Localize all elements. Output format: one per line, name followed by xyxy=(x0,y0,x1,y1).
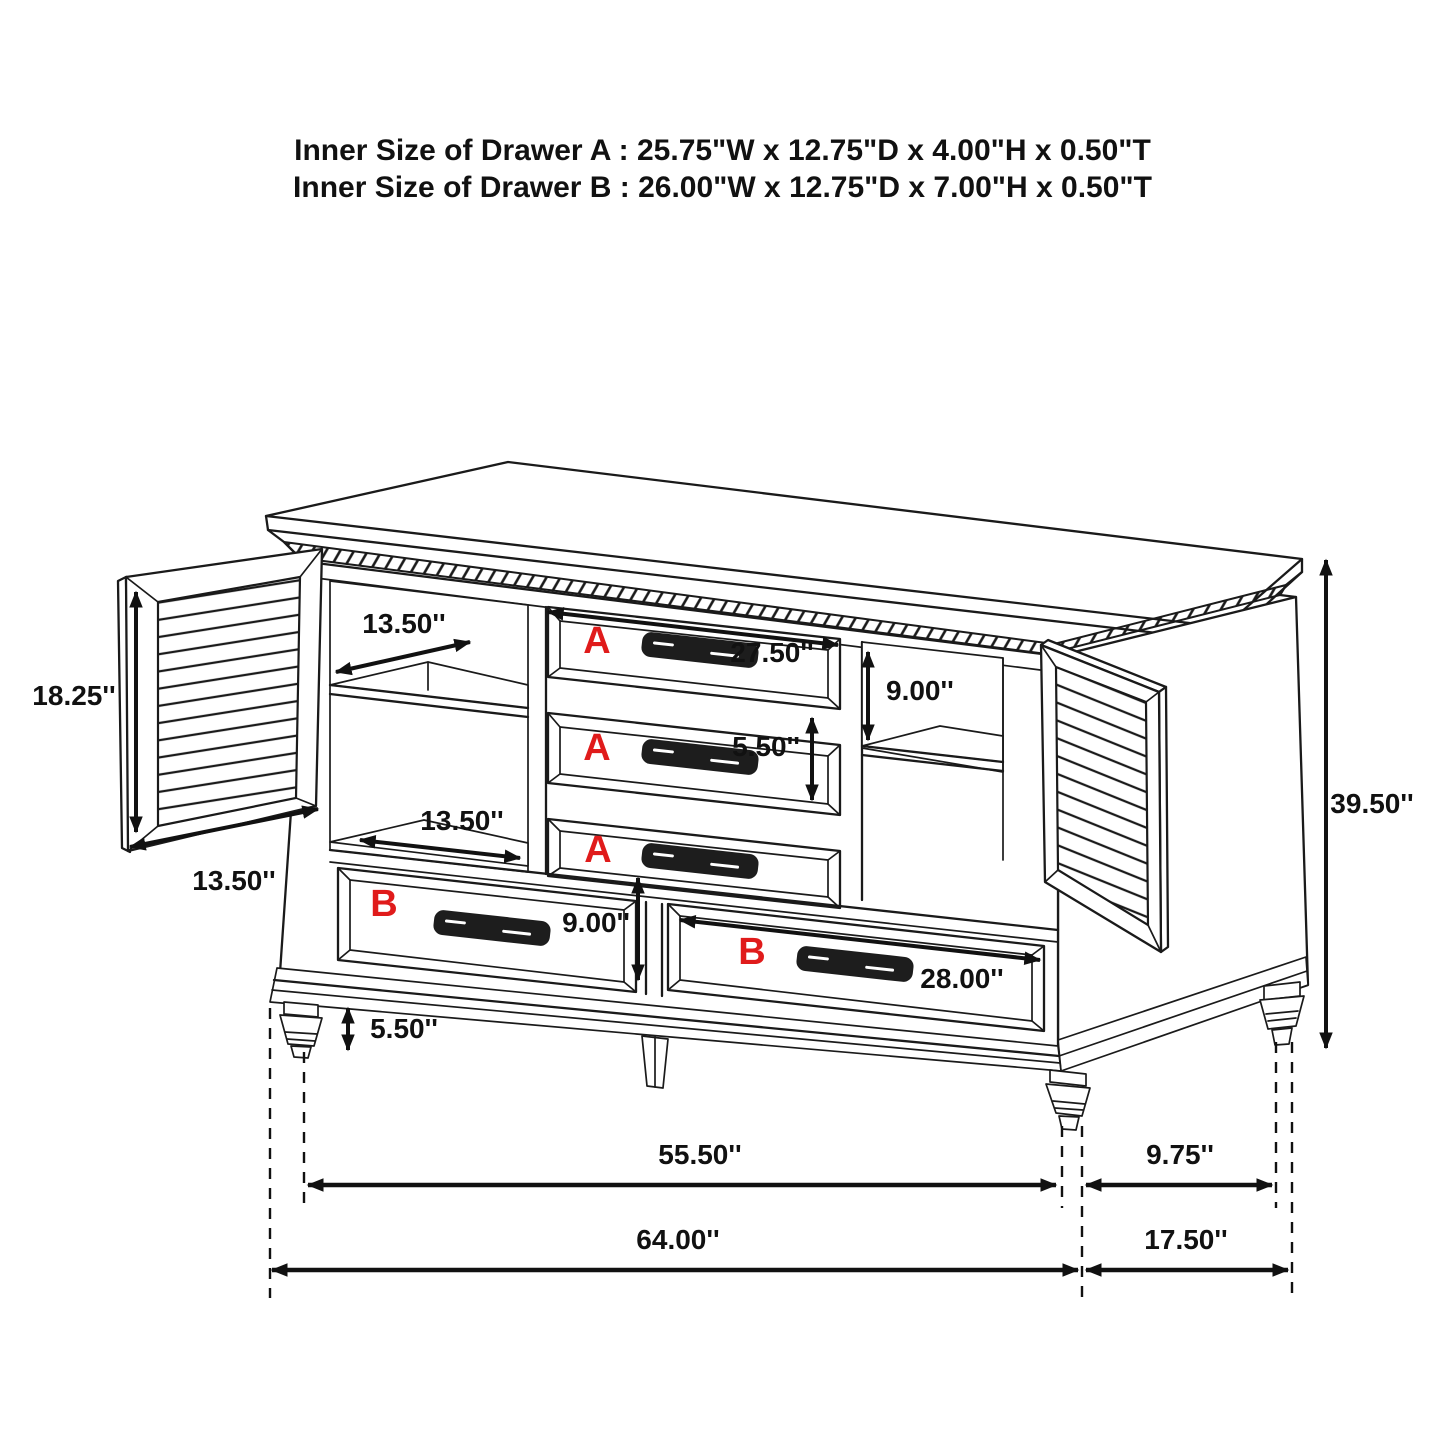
shelf-depth-top-value: 13.50'' xyxy=(362,608,446,639)
dimension-side-depth-between-legs xyxy=(1086,1139,1272,1185)
dimension-total-side-depth xyxy=(1086,1224,1288,1270)
drawer-b-size-line: Inner Size of Drawer B : 26.00"W x 12.75"D x 7.00"H x 0.50"T xyxy=(293,171,1152,204)
total-height-value: 39.50'' xyxy=(1330,788,1414,819)
side-depth-between-legs-value: 9.75'' xyxy=(1146,1139,1214,1170)
front-middle-leg xyxy=(642,1036,668,1088)
construction-lines xyxy=(270,1008,1292,1298)
drawer-a3-label: A xyxy=(584,829,612,871)
lower-opening-width-value: 13.50'' xyxy=(420,805,504,836)
dimension-width-between-legs xyxy=(308,1139,1056,1185)
drawer-b-right-label: B xyxy=(738,931,766,973)
total-side-depth-value: 17.50'' xyxy=(1144,1224,1228,1255)
total-width-value: 64.00'' xyxy=(636,1224,720,1255)
cabinet xyxy=(118,462,1308,1130)
door-width-value: 13.50'' xyxy=(192,865,276,896)
right-opening-height-value: 9.00'' xyxy=(886,675,954,706)
width-between-legs-value: 55.50'' xyxy=(658,1139,742,1170)
front-right-leg xyxy=(1046,1070,1090,1130)
dimension-leg-height xyxy=(348,1008,438,1050)
drawer-a-size-line: Inner Size of Drawer A : 25.75"W x 12.75"D x 4.00"H x 0.50"T xyxy=(294,134,1151,167)
drawer-a-width-value: 27.50'' xyxy=(730,637,814,668)
dimension-total-width xyxy=(272,1224,1078,1270)
left-door xyxy=(118,549,322,852)
door-height-value: 18.25'' xyxy=(32,680,116,711)
dimension-total-height xyxy=(1326,560,1414,1048)
drawer-a2-label: A xyxy=(583,727,611,769)
back-right-leg xyxy=(1260,982,1304,1045)
front-left-leg xyxy=(280,1002,322,1058)
drawer-b-width-value: 28.00'' xyxy=(920,963,1004,994)
leg-height-value: 5.50'' xyxy=(370,1013,438,1044)
drawer-b-height-value: 9.00'' xyxy=(562,907,630,938)
drawer-a1-label: A xyxy=(583,620,611,662)
drawer-b-left-label: B xyxy=(370,883,398,925)
drawer-a-height-value: 5.50'' xyxy=(732,731,800,762)
